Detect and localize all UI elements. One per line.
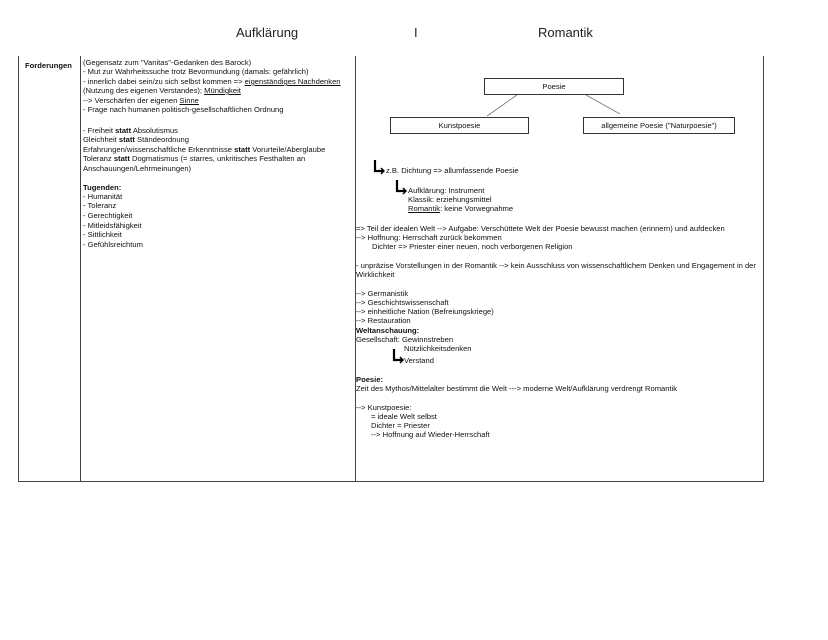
text-line: Anschauungen/Lehrmeinungen) <box>83 164 192 173</box>
text-line: --> Hoffnung: Herrschaft zurück bekommen <box>356 233 502 242</box>
text-line: Zeit des Mythos/Mittelalter bestimmt die Welt ---> moderne Welt/Aufklärung verdrengt Romantik <box>356 384 678 393</box>
header-aufklaerung: Aufklärung <box>236 25 299 40</box>
text-line: Dichter = Priester <box>371 421 430 430</box>
list-item: --> Geschichtswissenschaft <box>356 298 449 307</box>
text-line: Nützlichkeitsdenken <box>404 344 472 353</box>
text-line: (Gegensatz zum "Vanitas"-Gedanken des Barock) <box>83 58 252 67</box>
list-item: - Toleranz <box>83 201 117 210</box>
text-line: Erfahrungen/wissenschaftliche Erkenntnisse statt Vorurteile/Aberglaube <box>83 145 326 154</box>
text-line: --> Verschärfen der eigenen Sinne <box>83 96 199 105</box>
diagram-box-naturpoesie: allgemeine Poesie ("Naturpoesie") <box>583 117 735 134</box>
header-romantik: Romantik <box>538 25 593 40</box>
text-line: Dichter => Priester einer neuen, noch verborgenen Religion <box>372 242 573 251</box>
corner-arrow-icon <box>392 348 404 364</box>
text-line: => Teil der idealen Welt --> Aufgabe: Verschüttete Welt der Poesie bewusst machen (erinnern) und aufdecken <box>356 224 725 233</box>
text-line: (Nutzung des eigenen Verstandes); Mündigkeit <box>83 86 241 95</box>
list-item: - Sittlichkeit <box>83 230 122 239</box>
list-item: - Gefühlsreichtum <box>83 240 143 249</box>
text-line: - Mut zur Wahrheitssuche trotz Bevormundung (damals: gefährlich) <box>83 67 309 76</box>
list-item: - Gerechtigkeit <box>83 211 133 220</box>
text-line: Aufklärung: Instrument <box>408 186 485 195</box>
corner-arrow-icon <box>395 179 407 195</box>
text-line: --> Kunstpoesie: <box>356 403 412 412</box>
row-label: Forderungen <box>25 61 72 70</box>
tugenden-heading: Tugenden: <box>83 183 122 192</box>
weltanschauung-heading: Weltanschauung: <box>356 326 420 335</box>
text-line: - unpräzise Vorstellungen in der Romantik --> kein Ausschluss von wissenschaftlichem Denken und Engagement in der <box>356 261 756 270</box>
text-line: z.B. Dichtung => allumfassende Poesie <box>386 166 519 175</box>
text-line: --> Hoffnung auf Wieder-Herrschaft <box>371 430 490 439</box>
poesie-heading: Poesie: <box>356 375 384 384</box>
text-line: Toleranz statt Dogmatismus (= starres, unkritisches Festhalten an <box>83 154 306 163</box>
text-line: Gesellschaft: Gewinnstreben <box>356 335 454 344</box>
text-line: Klassik: erziehungsmittel <box>408 195 492 204</box>
diagram-box-poesie: Poesie <box>484 78 624 95</box>
list-item: --> Restauration <box>356 316 411 325</box>
header-divider: I <box>414 25 418 40</box>
text-line: Gleichheit statt Ständeordnung <box>83 135 189 144</box>
list-item: - Mitleidsfähigkeit <box>83 221 142 230</box>
list-item: --> Germanistik <box>356 289 409 298</box>
text-line: - Frage nach humanen politisch-gesellschaftlichen Ordnung <box>83 105 284 114</box>
text-line: - innerlich dabei sein/zu sich selbst kommen => eigenständiges Nachdenken <box>83 77 341 86</box>
text-line: = ideale Welt selbst <box>371 412 437 421</box>
text-line: Verstand <box>404 356 434 365</box>
text-line: Wirklichkeit <box>356 270 395 279</box>
diagram-box-kunstpoesie: Kunstpoesie <box>390 117 529 134</box>
corner-arrow-icon <box>373 159 385 175</box>
text-line: - Freiheit statt Absolutismus <box>83 126 178 135</box>
list-item: - Humanität <box>83 192 123 201</box>
list-item: --> einheitliche Nation (Befreiungskriege) <box>356 307 494 316</box>
text-line: Romantik: keine Vorwegnahme <box>408 204 514 213</box>
